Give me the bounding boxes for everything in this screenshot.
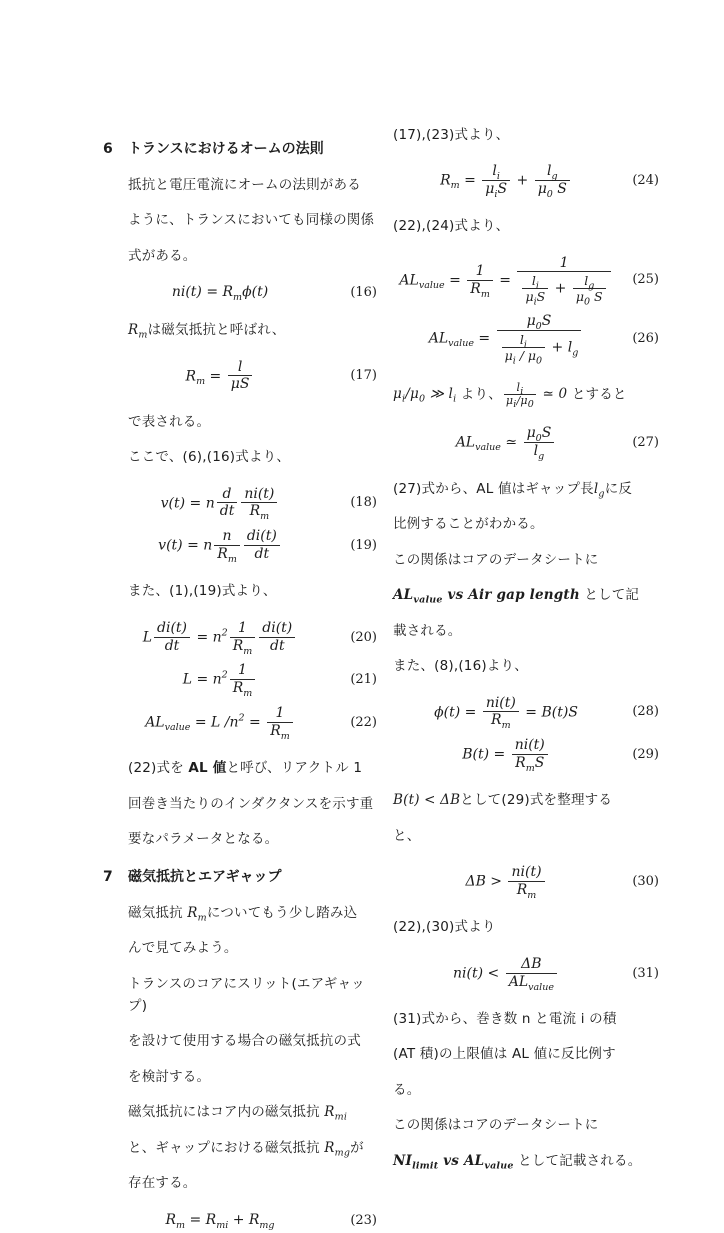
equation-body: B(t) = ni(t) $R_mS$: [393, 737, 619, 772]
text-line: ここで、(6),(16)式より、: [128, 449, 291, 466]
text-line: 磁気抵抗 $R_m$についてもう少し踏み込: [128, 904, 358, 924]
text-line: (27)式から、AL 値はギャップ長$l_g$に反: [393, 480, 633, 500]
text-line: を設けて使用する場合の磁気抵抗の式: [128, 1033, 361, 1050]
equation-19: [103, 524, 377, 567]
equation-number: (25): [632, 272, 659, 288]
text-line: $R_m$は磁気抵抗と呼ばれ、: [128, 322, 286, 341]
equation-number: (20): [350, 629, 377, 645]
equation-body: $L = n^2$ $\frac{1}{R_m}$: [103, 662, 337, 697]
text-line: 磁気抵抗にはコア内の磁気抵抗 $R_{mi}$: [128, 1104, 348, 1123]
text-line: また、(8),(16)より、: [393, 658, 528, 675]
equation-24: [393, 159, 659, 202]
equation-number: (22): [350, 714, 377, 730]
text-line: ように、トランスにおいても同様の関係: [128, 212, 375, 228]
text-line: 要なパラメータとなる。: [128, 831, 279, 848]
text-line: 回巻き当たりのインダクタンスを示す重: [128, 795, 374, 812]
equation-20: [103, 616, 377, 659]
text-line: 存在する。: [128, 1175, 197, 1192]
left-column: [103, 138, 377, 1233]
equation-body: $R_m$ = $\frac{l}{\mu S}$: [103, 359, 337, 394]
equation-body: $AL_{value}$ = $\mu_0S$ $\frac{l_i}{\mu_i / \mu_0}$ + $l_g$: [393, 313, 619, 364]
text-line: と、: [393, 827, 421, 844]
equation-body: ΔB > $\frac{ni(t)}{R_m}$: [393, 864, 619, 899]
equation-number: (16): [350, 285, 377, 301]
equation-number: (21): [350, 672, 377, 688]
section-heading-7: [103, 866, 377, 888]
text-line: 抵抗と電圧電流にオームの法則がある: [128, 176, 361, 193]
right-column: [393, 110, 659, 1185]
equation-number: (18): [350, 495, 377, 511]
equation-number: (23): [350, 1212, 377, 1228]
equation-28: [393, 691, 659, 734]
equation-body: $R_m$ = $l_i$ $\mu_iS$ + $\frac{l_g}{\mu_0 S}$: [393, 163, 619, 198]
text-line: と、ギャップにおける磁気抵抗 $R_{mg}$が: [128, 1139, 364, 1159]
text-line-inline-math: $AL_{value}$ vs Air gap length として記: [393, 587, 640, 606]
equation-27: [393, 421, 659, 464]
text-line: 載される。: [393, 622, 462, 639]
equation-31: [393, 952, 659, 995]
equation-30: [393, 860, 659, 903]
equation-number: (24): [632, 172, 659, 188]
section-number: 6: [103, 141, 113, 157]
text-line: この関係はコアのデータシートに: [393, 1117, 599, 1134]
text-line: んで見てみよう。: [128, 940, 238, 957]
section-heading-6: [103, 138, 377, 160]
equation-number: (28): [632, 704, 659, 720]
text-line: トランスのコアにスリット(エアギャップ): [128, 975, 365, 1014]
text-line-inline-math: $NI_{limit}$ vs $AL_{value}$ として記載される。: [393, 1152, 642, 1172]
text-line: 比例することがわかる。: [393, 516, 544, 533]
section-number: 7: [103, 869, 113, 886]
equation-17: [103, 355, 377, 398]
text-line: 式がある。: [128, 247, 197, 264]
equation-number: (31): [632, 965, 659, 981]
equation-22: [103, 701, 377, 744]
text-line: (22),(30)式より: [393, 919, 496, 936]
equation-number: (17): [350, 368, 377, 384]
text-line: (31)式から、巻き数 n と電流 i の積: [393, 1010, 617, 1027]
text-line-inline-math: B(t) < ΔBとして(29)式を整理する: [393, 792, 613, 809]
equation-body: $AL_{value}$ = $\frac{1}{R_m}$ = 1 $l_i$ $\mu_iS$ + $\frac{l_g}{\mu_0 S}$: [393, 255, 619, 306]
text-line: (22)式を AL 値と呼び、リアクトル 1: [128, 760, 363, 777]
equation-25: [393, 251, 659, 310]
equation-number: (27): [632, 435, 659, 451]
equation-number: (26): [632, 331, 659, 347]
equation-body: L $\frac{di(t)}{dt}$ = $n^2$ $\frac{1}{R_m}$ $\frac{di(t)}{dt}$: [103, 620, 337, 655]
equation-number: (29): [632, 746, 659, 762]
equation-body: $AL_{value} = L$ $/n^2$ = $\frac{1}{R_m}$: [103, 705, 337, 740]
equation-body: ϕ(t) = $\frac{ni(t)}{R_m}$ = B(t)S: [434, 694, 578, 732]
text-line: (17),(23)式より、: [393, 126, 510, 143]
equation-21: [103, 658, 377, 701]
text-line: る。: [393, 1081, 421, 1098]
equation-body: $AL_{value}$ ≃ $\frac{\mu_0S}{l_g}$: [393, 425, 619, 460]
text-line: また、(1),(19)式より、: [128, 583, 277, 600]
text-line: で表される。: [128, 413, 211, 430]
equation-body: v(t) = n $\frac{d}{dt}$ $\frac{ni(t)}{R_m}$: [103, 486, 337, 521]
text-line: (22),(24)式より、: [393, 218, 510, 235]
equation-body: $R_m = R_{mi} + R_{mg}$: [165, 1211, 275, 1231]
text-line-inline-math: $\mu_i/\mu_0$ ≫ $l_i$ より、 $\frac{l_i}{\mu_i/\mu_0}$ ≃ 0 とすると: [393, 380, 627, 411]
equation-26: [393, 309, 659, 368]
equation-23: [103, 1208, 377, 1233]
equation-number: (30): [632, 874, 659, 890]
equation-16: [103, 280, 377, 306]
equation-body: $ni(t) = R_m\phi(t)$: [171, 284, 269, 303]
equation-29: [393, 733, 659, 776]
equation-body: v(t) = n $\frac{n}{R_m}$ $\frac{di(t)}{dt}$: [103, 528, 337, 563]
equation-number: (19): [350, 537, 377, 553]
text-line: この関係はコアのデータシートに: [393, 551, 599, 568]
section-title: トランスにおけるオームの法則: [128, 141, 324, 157]
text-line: を検討する。: [128, 1068, 211, 1085]
equation-18: [103, 482, 377, 525]
section-title: 磁気抵抗とエアギャップ: [128, 869, 282, 886]
equation-body: ni(t) < ΔB $AL_{value}$: [393, 956, 619, 991]
text-line: (AT 積)の上限値は AL 値に反比例す: [393, 1046, 616, 1063]
